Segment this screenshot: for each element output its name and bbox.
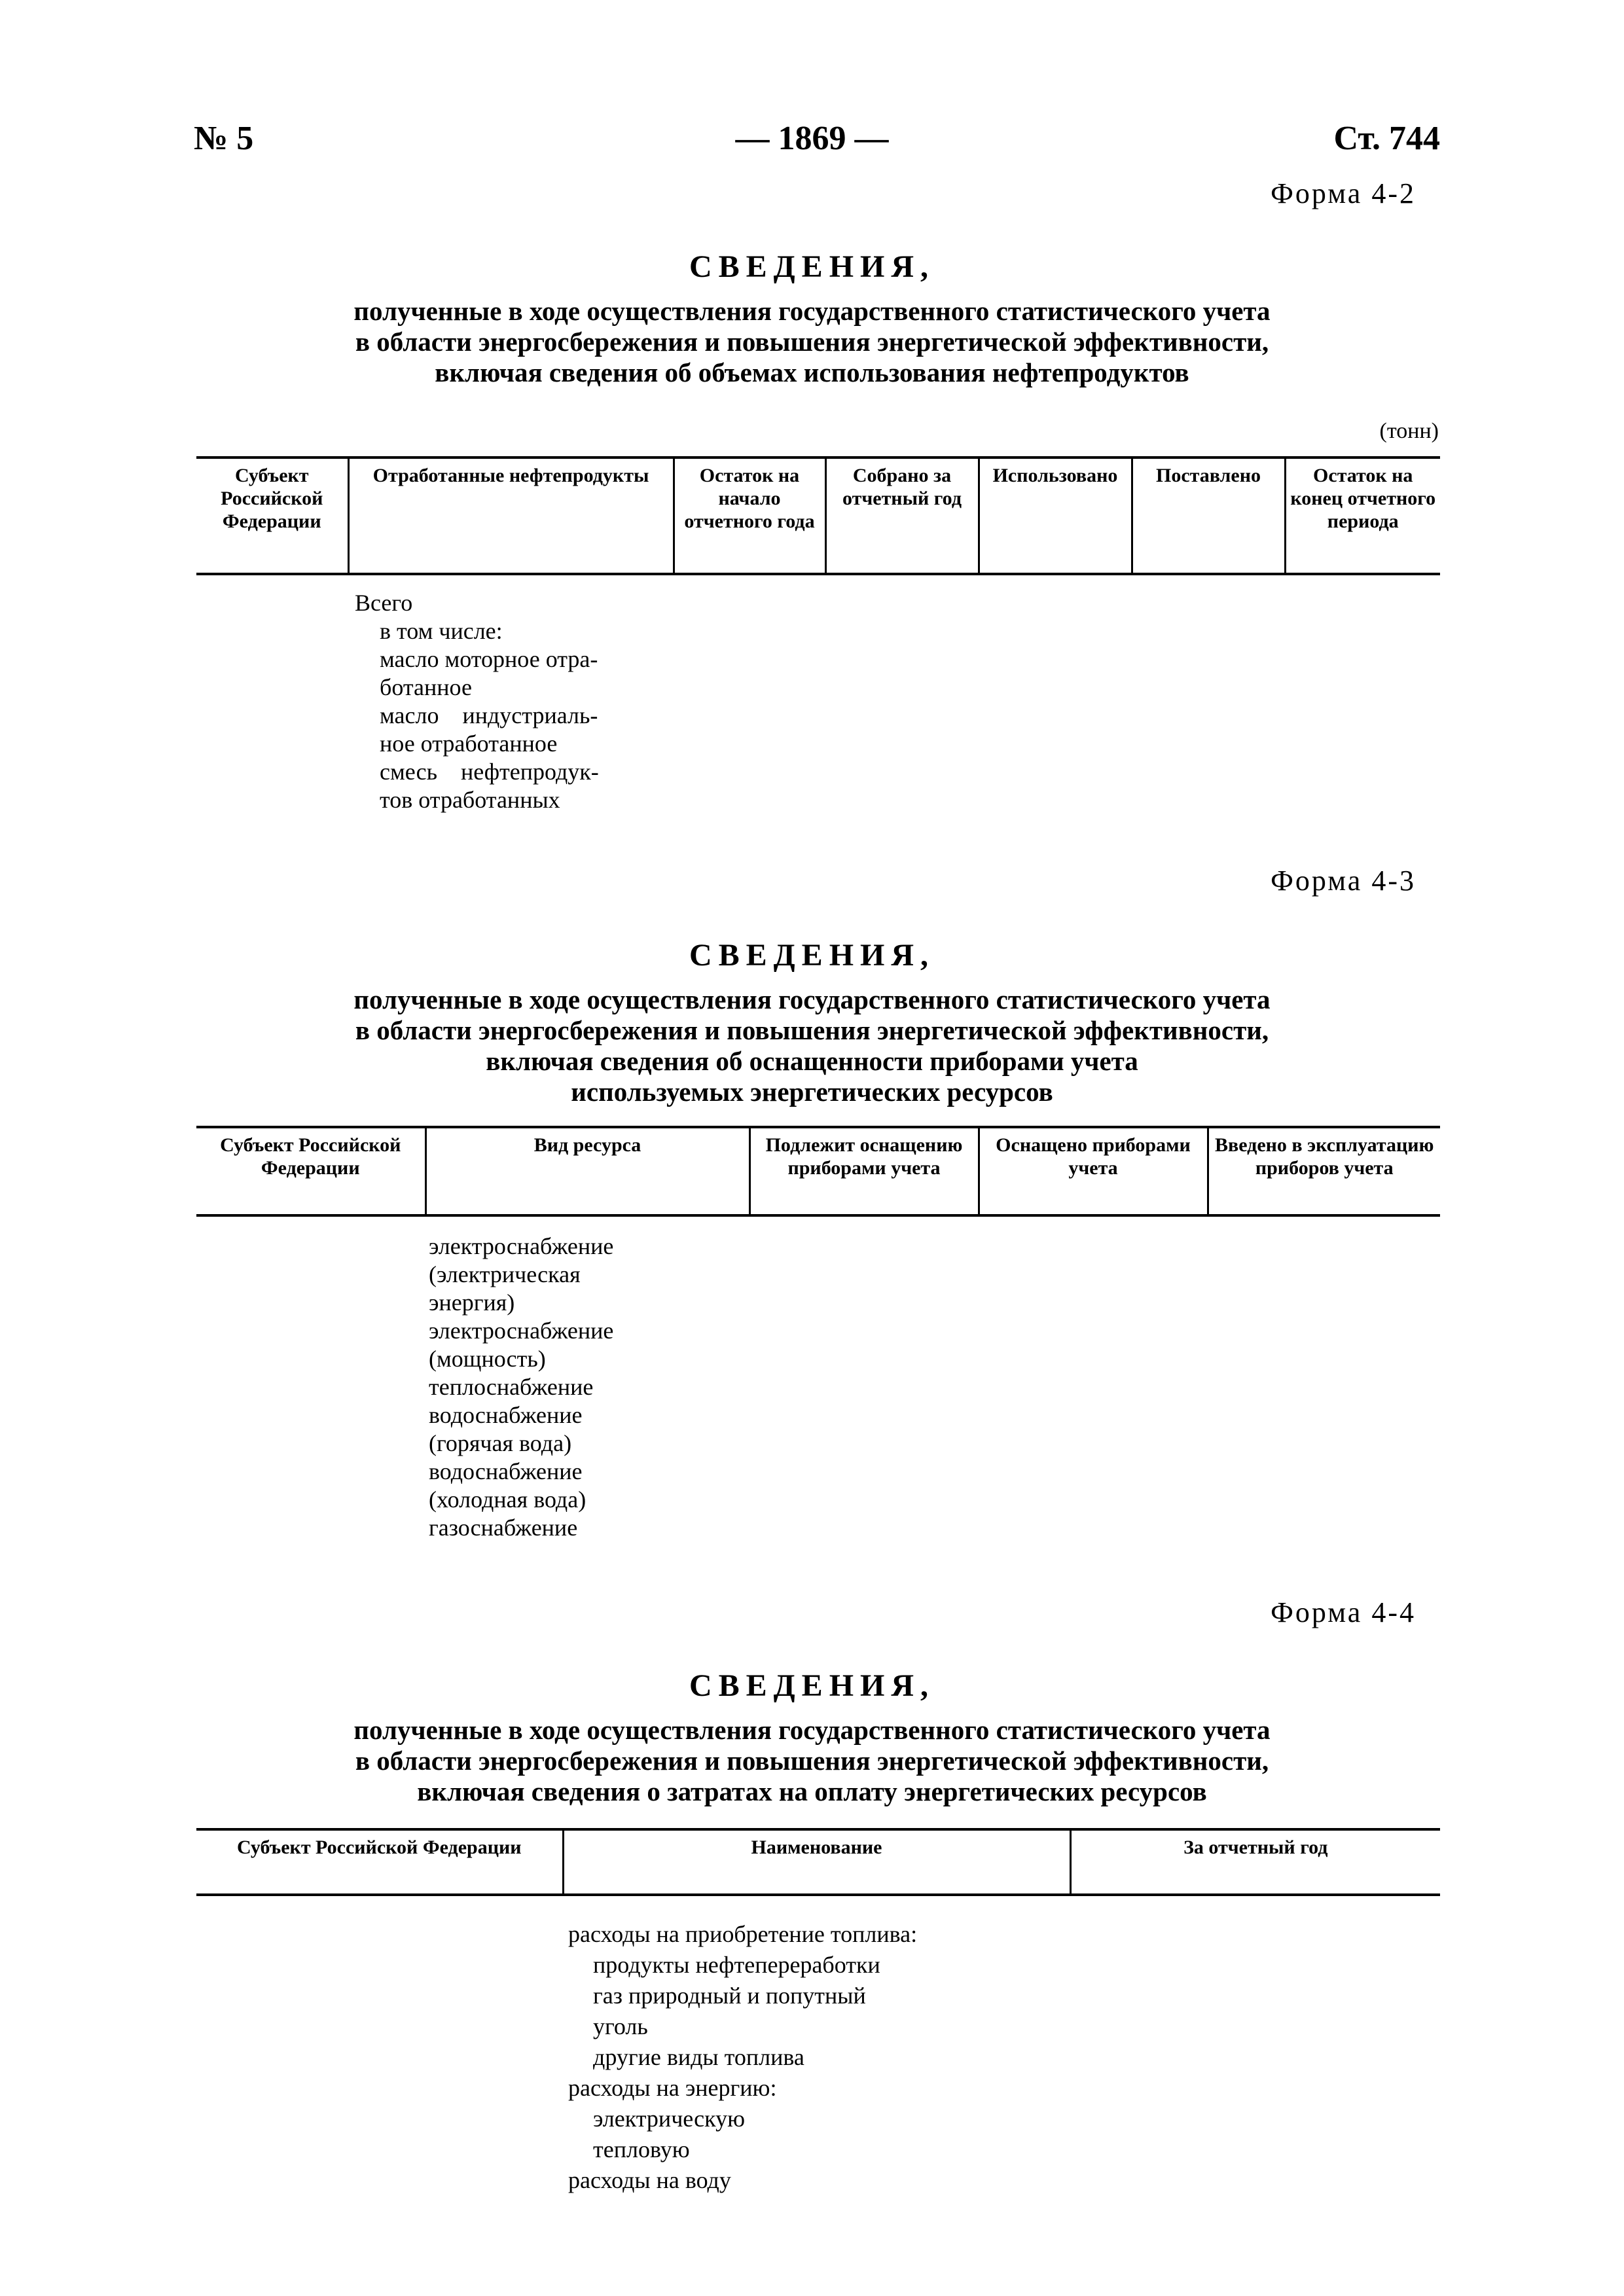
- form-4-2-label: Форма 4-2: [1271, 177, 1416, 209]
- row-label: энергия): [429, 1289, 515, 1316]
- row-label: газоснабжение: [429, 1515, 578, 1541]
- row-label: тов отработанных: [380, 787, 560, 813]
- column-header: Вид ресурса: [425, 1127, 749, 1215]
- form-4-2-subtitle: [0, 296, 1624, 388]
- form-4-4-rows: [568, 1919, 917, 2196]
- column-header: Оснащено приборами учета: [979, 1127, 1208, 1215]
- subtitle-line: включая сведения о затратах на оплату энергетических ресурсов: [417, 1776, 1207, 1806]
- column-header: Наименование: [563, 1829, 1070, 1895]
- form-4-2-rows: [355, 589, 599, 814]
- article-number: Ст. 744: [1333, 120, 1440, 157]
- column-header: За отчетный год: [1070, 1829, 1440, 1895]
- column-header: Отработанные нефтепродукты: [348, 457, 674, 574]
- column-header: Субъект Российской Федерации: [236, 1837, 522, 1858]
- subtitle-line: полученные в ходе осуществления государственного статистического учета: [353, 1715, 1271, 1745]
- column-header: Собрано за отчетный год: [825, 457, 979, 574]
- column-header: Субъект Российской Федерации: [220, 1134, 401, 1179]
- row-label: в том числе:: [380, 618, 503, 644]
- row-label: теплоснабжение: [429, 1374, 594, 1400]
- subtitle-line: используемых энергетических ресурсов: [571, 1077, 1053, 1107]
- form-4-3-table: [196, 1126, 1440, 1217]
- column-header: Остаток на начало отчетного года: [674, 457, 825, 574]
- form-4-2-unit: (тонн): [1379, 419, 1439, 443]
- form-4-4-label: Форма 4-4: [1271, 1596, 1416, 1628]
- form-4-2-table: [196, 456, 1440, 575]
- row-label: (холодная вода): [429, 1486, 586, 1513]
- row-label: другие виды топлива: [593, 2044, 804, 2070]
- row-label: тепловую: [593, 2136, 690, 2162]
- form-4-3-label: Форма 4-3: [1271, 865, 1416, 897]
- form-4-3-subtitle: [0, 984, 1624, 1107]
- row-label: газ природный и попутный: [593, 1982, 866, 2009]
- form-4-4-table: [196, 1828, 1440, 1896]
- form-4-2-title: СВЕДЕНИЯ,: [689, 249, 935, 284]
- form-4-3-title: СВЕДЕНИЯ,: [689, 938, 935, 973]
- row-label: уголь: [593, 2013, 648, 2039]
- column-header: Подлежит оснащению приборами учета: [749, 1127, 979, 1215]
- row-label: водоснабжение: [429, 1458, 583, 1484]
- row-label: электрическую: [593, 2106, 746, 2132]
- subtitle-line: полученные в ходе осуществления государственного статистического учета: [353, 296, 1271, 326]
- row-label: расходы на воду: [568, 2167, 731, 2193]
- row-label: ное отработанное: [380, 730, 558, 757]
- column-header: Поставлено: [1132, 457, 1285, 574]
- row-label: продукты нефтепереработки: [593, 1952, 880, 1978]
- subtitle-line: в области энергосбережения и повышения энергетической эффективности,: [355, 1746, 1269, 1776]
- row-label: водоснабжение: [429, 1402, 583, 1428]
- issue-number: № 5: [194, 120, 254, 157]
- row-label: расходы на энергию:: [568, 2075, 777, 2101]
- subtitle-line: полученные в ходе осуществления государственного статистического учета: [353, 984, 1271, 1014]
- subtitle-line: включая сведения об оснащенности приборами учета: [486, 1046, 1138, 1076]
- column-header: Субъект Российской Федерации: [221, 465, 323, 532]
- row-label: масло индустриаль-: [380, 702, 598, 728]
- row-label: расходы на приобретение топлива:: [568, 1921, 918, 1947]
- row-label: масло моторное отра-: [380, 646, 598, 672]
- row-label: (мощность): [429, 1346, 546, 1372]
- subtitle-line: включая сведения об объемах использования нефтепродуктов: [435, 357, 1189, 387]
- column-header: Остаток на конец отчетного периода: [1285, 457, 1440, 574]
- row-label: электроснабжение: [429, 1233, 614, 1259]
- subtitle-line: в области энергосбережения и повышения энергетической эффективности,: [355, 1015, 1269, 1045]
- row-label: (электрическая: [429, 1261, 581, 1287]
- subtitle-line: в области энергосбережения и повышения энергетической эффективности,: [355, 327, 1269, 357]
- column-header: Использовано: [979, 457, 1132, 574]
- form-4-4-subtitle: [0, 1715, 1624, 1807]
- row-label: (горячая вода): [429, 1430, 572, 1456]
- row-label: Всего: [355, 590, 413, 616]
- form-4-3-rows: [429, 1232, 613, 1542]
- row-label: ботанное: [380, 674, 472, 700]
- column-header: Введено в эксплуатацию приборов учета: [1208, 1127, 1440, 1215]
- page-number: — 1869 —: [735, 120, 889, 157]
- form-4-4-title: СВЕДЕНИЯ,: [689, 1668, 935, 1703]
- row-label: электроснабжение: [429, 1318, 614, 1344]
- row-label: смесь нефтепродук-: [380, 759, 599, 785]
